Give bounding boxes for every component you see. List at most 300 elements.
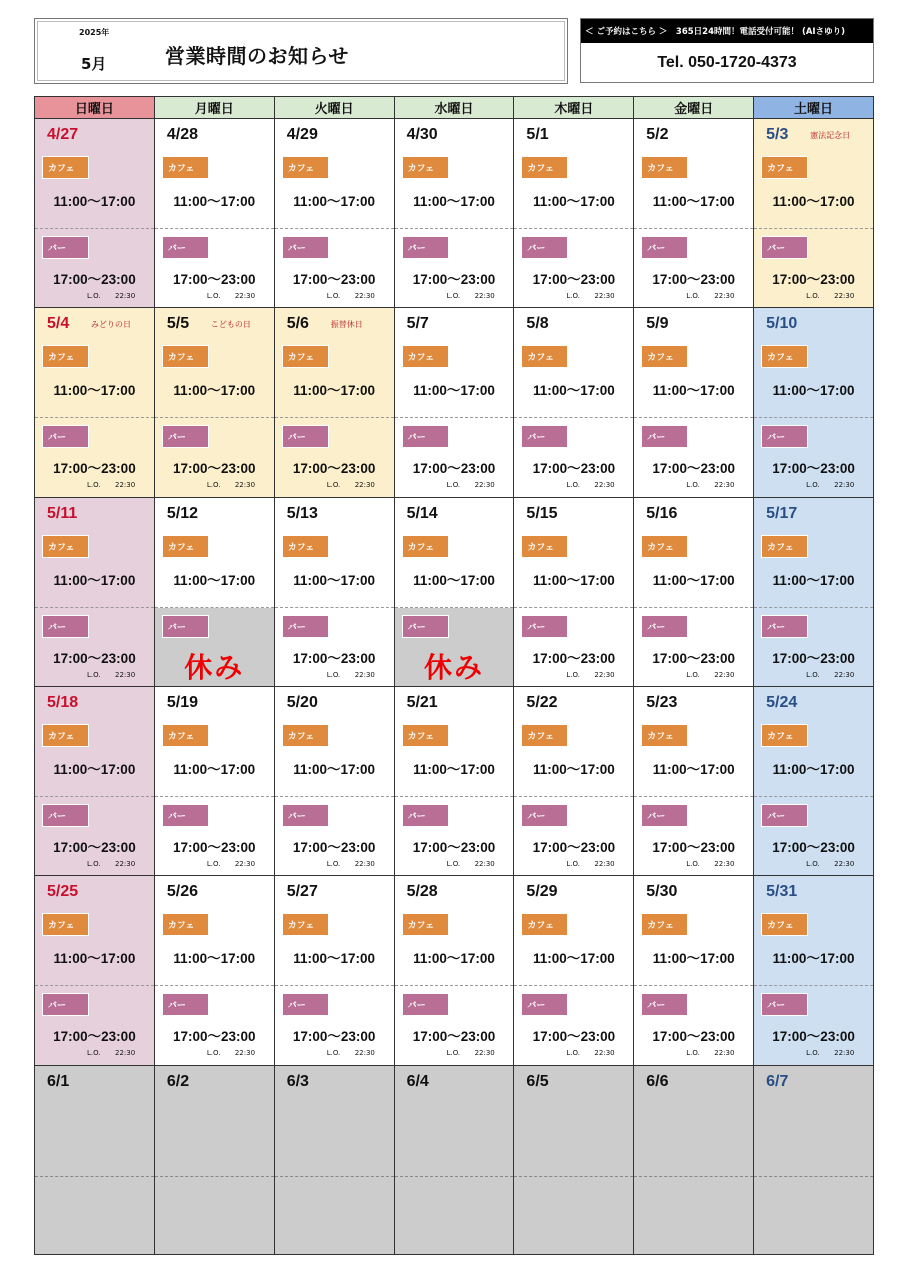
last-order-time: 22:30 xyxy=(834,670,855,679)
bar-hours: 17:00〜23:00 xyxy=(652,650,735,666)
day-cell xyxy=(35,687,155,876)
last-order xyxy=(806,292,855,300)
bar-section xyxy=(395,608,514,686)
day-date: 5/8 xyxy=(526,315,549,333)
day-cell xyxy=(754,308,874,497)
bar-tag: バー xyxy=(403,616,448,637)
last-order xyxy=(686,670,735,679)
last-order-label: L.O. xyxy=(566,292,580,300)
cafe-section xyxy=(155,876,274,986)
day-date: 5/22 xyxy=(526,693,558,711)
last-order-label: L.O. xyxy=(686,292,700,300)
last-order-time: 22:30 xyxy=(234,859,256,868)
last-order xyxy=(326,292,375,300)
last-order xyxy=(566,292,615,300)
day-cell xyxy=(275,308,395,497)
cafe-section xyxy=(275,687,394,797)
bar-hours: 17:00〜23:00 xyxy=(532,650,616,666)
day-date: 5/11 xyxy=(47,504,78,522)
bar-hours: 17:00〜23:00 xyxy=(53,839,136,855)
bar-section xyxy=(514,229,633,307)
day-cell xyxy=(514,498,634,687)
bar-hours: 17:00〜23:00 xyxy=(53,272,136,287)
cafe-hours: 11:00〜17:00 xyxy=(772,951,855,967)
cafe-hours: 11:00〜17:00 xyxy=(772,194,855,209)
bar-section xyxy=(634,229,753,307)
last-order-label: L.O. xyxy=(326,292,341,300)
cafe-section xyxy=(754,687,873,797)
bar-tag: バー xyxy=(43,805,88,826)
bar-hours: 17:00〜23:00 xyxy=(292,839,376,855)
day-cell xyxy=(754,498,874,687)
last-order-time: 22:30 xyxy=(714,859,735,868)
bar-hours: 17:00〜23:00 xyxy=(772,650,855,666)
bar-section xyxy=(395,797,514,875)
divider xyxy=(155,1176,274,1177)
cafe-hours: 11:00〜17:00 xyxy=(413,951,495,967)
last-order-label: L.O. xyxy=(206,1049,221,1058)
day-date: 6/7 xyxy=(766,1072,789,1090)
cafe-tag: カフェ xyxy=(43,157,88,178)
year-label: 2025年 xyxy=(79,28,110,37)
bar-hours: 17:00〜23:00 xyxy=(172,461,256,477)
bar-section xyxy=(35,986,154,1064)
day-date: 6/4 xyxy=(406,1072,429,1090)
last-order-label: L.O. xyxy=(686,1049,700,1058)
cafe-hours: 11:00〜17:00 xyxy=(53,572,136,588)
cafe-section xyxy=(634,687,753,797)
day-cell xyxy=(514,687,634,876)
day-date: 5/27 xyxy=(286,883,318,901)
last-order-label: L.O. xyxy=(206,292,221,300)
holiday-name: 憲法記念日 xyxy=(810,131,851,140)
last-order-time: 22:30 xyxy=(834,1049,855,1058)
bar-section xyxy=(754,229,873,307)
day-cell xyxy=(754,119,874,308)
cafe-tag: カフェ xyxy=(403,346,448,367)
cafe-hours: 11:00〜17:00 xyxy=(413,761,495,777)
day-date: 6/5 xyxy=(526,1072,549,1090)
cafe-tag: カフェ xyxy=(403,157,448,178)
bar-hours: 17:00〜23:00 xyxy=(772,839,855,855)
last-order-time: 22:30 xyxy=(474,481,495,490)
day-cell xyxy=(395,498,515,687)
cafe-tag: カフェ xyxy=(762,346,807,367)
day-cell xyxy=(514,119,634,308)
day-date: 5/5 xyxy=(166,315,190,333)
bar-tag: バー xyxy=(762,805,807,826)
day-cell xyxy=(275,1066,395,1255)
day-cell xyxy=(754,1066,874,1255)
cafe-hours: 11:00〜17:00 xyxy=(652,951,735,967)
cafe-hours: 11:00〜17:00 xyxy=(53,194,136,209)
bar-hours: 17:00〜23:00 xyxy=(532,839,616,855)
reservation-banner: ＜ ご予約はこちら ＞ 365日24時間！電話受付可能！ (AIさゆり) xyxy=(581,19,873,43)
day-cell xyxy=(35,119,155,308)
last-order xyxy=(446,859,495,868)
bar-hours: 17:00〜23:00 xyxy=(172,272,256,287)
bar-tag: バー xyxy=(642,994,687,1015)
bar-section xyxy=(155,229,274,307)
last-order-label: L.O. xyxy=(446,1049,461,1058)
last-order xyxy=(326,1049,375,1058)
day-cell xyxy=(395,1066,515,1255)
bar-section xyxy=(35,608,154,686)
day-cell xyxy=(754,687,874,876)
cafe-section xyxy=(754,119,873,229)
cafe-tag: カフェ xyxy=(163,157,208,178)
closed-label: 休み xyxy=(184,650,245,684)
weekday-header: 金曜日 xyxy=(634,97,754,119)
last-order xyxy=(206,481,256,490)
last-order-label: L.O. xyxy=(326,1049,341,1058)
day-date: 5/31 xyxy=(766,883,798,901)
cafe-section xyxy=(35,687,154,797)
day-cell xyxy=(35,498,155,687)
day-cell xyxy=(395,876,515,1065)
last-order xyxy=(806,481,855,490)
bar-tag: バー xyxy=(403,994,448,1015)
cafe-section xyxy=(634,498,753,608)
day-cell xyxy=(155,498,275,687)
divider xyxy=(754,1176,873,1177)
day-date: 6/2 xyxy=(166,1072,190,1090)
day-cell xyxy=(275,498,395,687)
weekday-header: 木曜日 xyxy=(514,97,634,119)
day-cell xyxy=(634,119,754,308)
last-order-label: L.O. xyxy=(566,859,580,868)
cafe-hours: 11:00〜17:00 xyxy=(53,951,136,967)
last-order-label: L.O. xyxy=(806,670,820,679)
bar-tag: バー xyxy=(642,616,687,637)
last-order-label: L.O. xyxy=(206,481,221,490)
cafe-section xyxy=(35,308,154,418)
bar-hours: 17:00〜23:00 xyxy=(772,1029,855,1045)
cafe-section xyxy=(275,119,394,229)
bar-section xyxy=(275,797,394,875)
last-order-label: L.O. xyxy=(206,859,221,868)
day-cell xyxy=(634,498,754,687)
bar-hours: 17:00〜23:00 xyxy=(172,839,256,855)
day-cell xyxy=(395,308,515,497)
last-order-time: 22:30 xyxy=(474,292,495,300)
divider xyxy=(395,1176,514,1177)
last-order-time: 22:30 xyxy=(234,292,256,300)
last-order-time: 22:30 xyxy=(714,670,735,679)
bar-section xyxy=(275,986,394,1064)
last-order-time: 22:30 xyxy=(234,481,256,490)
cafe-tag: カフェ xyxy=(403,725,448,746)
day-date: 4/29 xyxy=(286,126,318,143)
cafe-hours: 11:00〜17:00 xyxy=(173,383,256,399)
cafe-tag: カフェ xyxy=(163,346,208,367)
day-cell xyxy=(634,876,754,1065)
cafe-tag: カフェ xyxy=(283,725,328,746)
last-order-label: L.O. xyxy=(806,859,820,868)
day-cell xyxy=(155,687,275,876)
cafe-hours: 11:00〜17:00 xyxy=(53,383,136,399)
cafe-tag: カフェ xyxy=(283,536,328,557)
day-cell xyxy=(35,308,155,497)
bar-section xyxy=(514,608,633,686)
bar-hours: 17:00〜23:00 xyxy=(532,1029,616,1045)
last-order-label: L.O. xyxy=(446,859,461,868)
day-cell xyxy=(35,1066,155,1255)
holiday-name: こどもの日 xyxy=(210,320,251,330)
last-order xyxy=(87,670,136,679)
last-order-label: L.O. xyxy=(686,481,700,490)
cafe-tag: カフェ xyxy=(522,725,567,746)
day-date: 5/20 xyxy=(286,693,318,711)
bar-section xyxy=(155,608,274,686)
bar-tag: バー xyxy=(283,426,328,447)
weekday-header: 日曜日 xyxy=(35,97,155,119)
phone-number[interactable]: Tel. 050-1720-4373 xyxy=(657,54,797,71)
bar-section xyxy=(275,229,394,307)
divider xyxy=(35,1176,154,1177)
bar-tag: バー xyxy=(522,426,567,447)
day-date: 5/13 xyxy=(286,504,318,522)
bar-tag: バー xyxy=(43,426,88,447)
cafe-section xyxy=(634,119,753,229)
day-cell xyxy=(514,1066,634,1255)
bar-tag: バー xyxy=(642,426,687,447)
cafe-hours: 11:00〜17:00 xyxy=(173,194,256,209)
bar-tag: バー xyxy=(163,805,208,826)
last-order-time: 22:30 xyxy=(714,481,735,490)
cafe-tag: カフェ xyxy=(163,536,208,557)
last-order xyxy=(566,481,615,490)
cafe-tag: カフェ xyxy=(762,157,807,178)
day-date: 4/28 xyxy=(166,126,198,143)
cafe-section xyxy=(634,876,753,986)
day-cell xyxy=(155,119,275,308)
last-order-label: L.O. xyxy=(326,859,341,868)
day-cell xyxy=(634,687,754,876)
bar-section xyxy=(395,229,514,307)
day-cell xyxy=(634,308,754,497)
cafe-tag: カフェ xyxy=(762,536,807,557)
closed-label: 休み xyxy=(423,650,484,684)
bar-tag: バー xyxy=(163,426,208,447)
cafe-hours: 11:00〜17:00 xyxy=(532,572,615,588)
last-order xyxy=(686,1049,735,1058)
day-date: 5/28 xyxy=(406,883,438,901)
cafe-section xyxy=(634,308,753,418)
cafe-section xyxy=(514,687,633,797)
day-cell xyxy=(275,687,395,876)
bar-tag: バー xyxy=(283,805,328,826)
bar-tag: バー xyxy=(762,616,807,637)
last-order-time: 22:30 xyxy=(354,292,375,300)
last-order-time: 22:30 xyxy=(714,292,735,300)
bar-tag: バー xyxy=(163,237,208,258)
day-date: 5/9 xyxy=(646,315,669,333)
cafe-tag: カフェ xyxy=(163,914,208,935)
cafe-hours: 11:00〜17:00 xyxy=(772,383,855,399)
bar-hours: 17:00〜23:00 xyxy=(412,461,496,477)
cafe-tag: カフェ xyxy=(283,157,328,178)
weekday-header: 火曜日 xyxy=(275,97,395,119)
last-order xyxy=(566,859,615,868)
divider xyxy=(514,1176,633,1177)
bar-section xyxy=(634,797,753,875)
bar-tag: バー xyxy=(522,237,567,258)
cafe-tag: カフェ xyxy=(43,914,88,935)
bar-section xyxy=(155,797,274,875)
bar-section xyxy=(754,986,873,1064)
last-order xyxy=(206,859,256,868)
bar-section xyxy=(634,418,753,496)
last-order-label: L.O. xyxy=(566,1049,580,1058)
last-order-label: L.O. xyxy=(87,670,101,679)
last-order-time: 22:30 xyxy=(115,859,136,868)
day-date: 5/7 xyxy=(406,315,429,333)
cafe-tag: カフェ xyxy=(642,536,687,557)
bar-section xyxy=(514,986,633,1064)
cafe-hours: 11:00〜17:00 xyxy=(532,383,615,399)
day-date: 5/21 xyxy=(406,693,438,711)
last-order xyxy=(686,859,735,868)
bar-hours: 17:00〜23:00 xyxy=(53,461,136,477)
bar-tag: バー xyxy=(283,994,328,1015)
bar-hours: 17:00〜23:00 xyxy=(412,839,496,855)
last-order-label: L.O. xyxy=(87,1049,101,1058)
cafe-tag: カフェ xyxy=(762,914,807,935)
day-date: 6/6 xyxy=(646,1072,669,1090)
last-order xyxy=(806,1049,855,1058)
bar-tag: バー xyxy=(762,237,807,258)
day-date: 5/19 xyxy=(166,693,198,711)
cafe-section xyxy=(514,498,633,608)
cafe-hours: 11:00〜17:00 xyxy=(652,383,735,399)
bar-hours: 17:00〜23:00 xyxy=(772,461,855,477)
last-order-time: 22:30 xyxy=(115,481,136,490)
day-date: 4/30 xyxy=(406,126,438,143)
day-date: 5/30 xyxy=(646,883,678,901)
bar-tag: バー xyxy=(522,994,567,1015)
bar-hours: 17:00〜23:00 xyxy=(53,650,136,666)
bar-hours: 17:00〜23:00 xyxy=(652,272,735,287)
day-cell xyxy=(514,876,634,1065)
day-date: 4/27 xyxy=(47,126,79,143)
last-order-time: 22:30 xyxy=(474,859,495,868)
day-cell xyxy=(155,876,275,1065)
bar-tag: バー xyxy=(522,805,567,826)
last-order xyxy=(686,481,735,490)
cafe-section xyxy=(35,119,154,229)
cafe-tag: カフェ xyxy=(522,346,567,367)
last-order xyxy=(446,481,495,490)
last-order-time: 22:30 xyxy=(834,859,855,868)
bar-tag: バー xyxy=(522,616,567,637)
last-order-label: L.O. xyxy=(806,1049,820,1058)
day-date: 5/15 xyxy=(526,504,558,522)
bar-hours: 17:00〜23:00 xyxy=(412,272,496,287)
cafe-tag: カフェ xyxy=(283,346,328,367)
day-cell xyxy=(514,308,634,497)
cafe-section xyxy=(35,498,154,608)
bar-hours: 17:00〜23:00 xyxy=(532,461,616,477)
bar-hours: 17:00〜23:00 xyxy=(53,1029,136,1045)
cafe-hours: 11:00〜17:00 xyxy=(413,572,495,588)
day-date: 6/3 xyxy=(286,1072,309,1090)
cafe-tag: カフェ xyxy=(522,914,567,935)
bar-tag: バー xyxy=(163,616,208,637)
page-title: 営業時間のお知らせ xyxy=(165,44,349,68)
last-order-label: L.O. xyxy=(446,481,461,490)
bar-hours: 17:00〜23:00 xyxy=(292,1029,376,1045)
cafe-hours: 11:00〜17:00 xyxy=(652,572,735,588)
day-date: 5/6 xyxy=(286,315,309,333)
last-order-label: L.O. xyxy=(326,481,341,490)
bar-section xyxy=(395,986,514,1064)
day-date: 6/1 xyxy=(47,1072,70,1090)
divider xyxy=(634,1176,753,1177)
last-order-time: 22:30 xyxy=(594,1049,615,1058)
last-order-label: L.O. xyxy=(566,481,580,490)
last-order-time: 22:30 xyxy=(234,1049,256,1058)
last-order xyxy=(87,859,136,868)
day-date: 5/17 xyxy=(766,504,798,522)
cafe-tag: カフェ xyxy=(642,157,687,178)
last-order-time: 22:30 xyxy=(594,481,615,490)
cafe-hours: 11:00〜17:00 xyxy=(532,951,615,967)
bar-section xyxy=(35,229,154,307)
cafe-section xyxy=(275,308,394,418)
last-order-time: 22:30 xyxy=(115,1049,136,1058)
bar-tag: バー xyxy=(43,994,88,1015)
cafe-section xyxy=(155,308,274,418)
day-date: 5/18 xyxy=(47,693,79,711)
day-cell xyxy=(275,119,395,308)
cafe-section xyxy=(754,498,873,608)
weekday-header: 土曜日 xyxy=(754,97,874,119)
cafe-hours: 11:00〜17:00 xyxy=(652,761,735,777)
cafe-tag: カフェ xyxy=(642,725,687,746)
last-order-time: 22:30 xyxy=(474,1049,495,1058)
last-order-time: 22:30 xyxy=(115,670,136,679)
day-cell xyxy=(155,308,275,497)
cafe-section xyxy=(395,498,514,608)
cafe-tag: カフェ xyxy=(762,725,807,746)
holiday-name: みどりの日 xyxy=(91,320,131,330)
bar-hours: 17:00〜23:00 xyxy=(292,461,376,477)
cafe-tag: カフェ xyxy=(522,536,567,557)
cafe-tag: カフェ xyxy=(403,914,448,935)
cafe-hours: 11:00〜17:00 xyxy=(173,572,256,588)
day-date: 5/3 xyxy=(766,126,789,143)
last-order-time: 22:30 xyxy=(354,1049,375,1058)
cafe-section xyxy=(514,119,633,229)
cafe-hours: 11:00〜17:00 xyxy=(772,572,855,588)
cafe-tag: カフェ xyxy=(43,725,88,746)
bar-tag: バー xyxy=(403,805,448,826)
last-order xyxy=(87,1049,136,1058)
cafe-hours: 11:00〜17:00 xyxy=(772,761,855,777)
day-date: 5/16 xyxy=(646,504,678,522)
last-order-label: L.O. xyxy=(326,670,341,679)
cafe-section xyxy=(514,876,633,986)
day-date: 5/4 xyxy=(47,315,70,333)
title-box xyxy=(34,18,568,84)
bar-hours: 17:00〜23:00 xyxy=(172,1029,256,1045)
last-order-label: L.O. xyxy=(806,481,820,490)
contact-box xyxy=(580,18,874,83)
cafe-section xyxy=(275,498,394,608)
bar-section xyxy=(155,986,274,1064)
cafe-hours: 11:00〜17:00 xyxy=(293,951,376,967)
